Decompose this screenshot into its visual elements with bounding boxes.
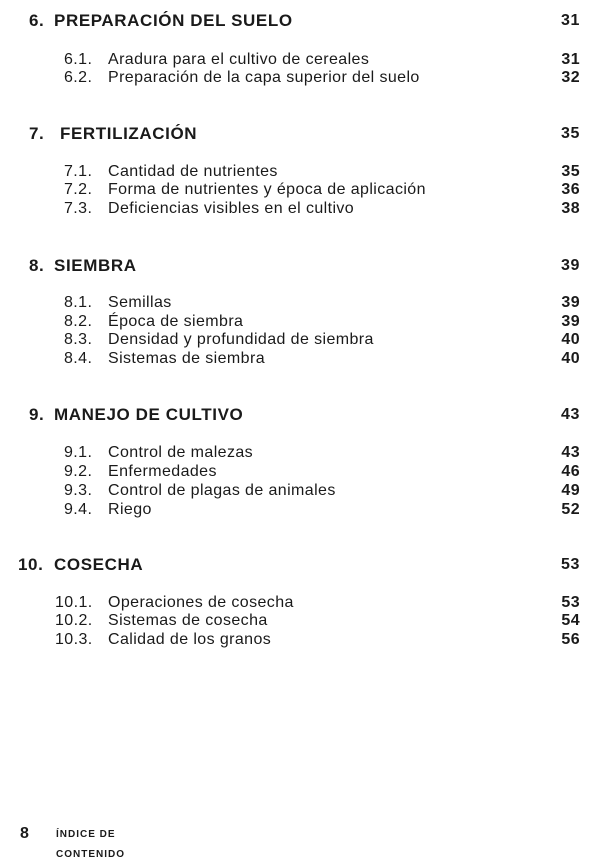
entry-page-number: 38 (561, 200, 580, 217)
entry-title: Época de siembra (108, 313, 244, 330)
entry-page-number: 43 (561, 444, 580, 461)
footer-label: ÍNDICE DE CONTENIDO (56, 829, 125, 860)
section-heading[interactable] (0, 554, 580, 576)
entry-number: 9.3. (64, 482, 93, 499)
entry-number: 10.3. (55, 631, 93, 648)
entry-page-number: 32 (561, 69, 580, 86)
section-number: 7. (29, 124, 45, 143)
entry-number: 9.1. (64, 444, 93, 461)
entry-page-number: 56 (561, 631, 580, 648)
entry-title: Deficiencias visibles en el cultivo (108, 200, 355, 217)
entry-number: 6.2. (64, 69, 93, 86)
section-page-number: 35 (561, 125, 580, 142)
entry-title: Calidad de los granos (108, 631, 272, 648)
entry-title: Semillas (108, 294, 172, 311)
entry-page-number: 46 (561, 463, 580, 480)
toc-entry[interactable] (0, 67, 580, 89)
entry-page-number: 52 (561, 501, 580, 518)
entry-title: Operaciones de cosecha (108, 594, 294, 611)
entry-number: 10.1. (55, 594, 93, 611)
section-number: 6. (29, 11, 45, 30)
entry-number: 7.3. (64, 200, 93, 217)
section-page-number: 53 (561, 556, 580, 573)
entry-page-number: 36 (561, 181, 580, 198)
entry-page-number: 40 (561, 350, 580, 367)
section-heading[interactable] (0, 123, 580, 145)
section-page-number: 43 (561, 406, 580, 423)
entry-title: Preparación de la capa superior del suelo (108, 69, 420, 86)
section-title: SIEMBRA (54, 256, 137, 275)
toc-entry[interactable] (0, 198, 580, 220)
entry-page-number: 53 (561, 594, 580, 611)
entry-title: Riego (108, 501, 152, 518)
entry-page-number: 54 (561, 612, 580, 629)
entry-number: 7.1. (64, 163, 93, 180)
entry-title: Sistemas de siembra (108, 350, 265, 367)
section-title: COSECHA (54, 555, 144, 574)
footer-page-number: 8 (20, 825, 29, 842)
section-page-number: 39 (561, 257, 580, 274)
entry-title: Cantidad de nutrientes (108, 163, 278, 180)
section-title: FERTILIZACIÓN (60, 124, 198, 143)
section-number: 10. (18, 555, 44, 574)
entry-number: 7.2. (64, 181, 93, 198)
entry-number: 10.2. (55, 612, 93, 629)
entry-title: Control de malezas (108, 444, 254, 461)
toc-entry[interactable] (0, 499, 580, 521)
entry-title: Aradura para el cultivo de cereales (108, 51, 370, 68)
entry-page-number: 40 (561, 331, 580, 348)
entry-page-number: 39 (561, 294, 580, 311)
entry-page-number: 49 (561, 482, 580, 499)
entry-title: Enfermedades (108, 463, 217, 480)
entry-title: Forma de nutrientes y época de aplicación (108, 181, 426, 198)
entry-number: 8.2. (64, 313, 93, 330)
section-heading[interactable] (0, 255, 580, 277)
entry-number: 8.4. (64, 350, 93, 367)
section-title: MANEJO DE CULTIVO (54, 405, 244, 424)
entry-number: 9.2. (64, 463, 93, 480)
entry-number: 6.1. (64, 51, 93, 68)
entry-title: Sistemas de cosecha (108, 612, 268, 629)
section-page-number: 31 (561, 12, 580, 29)
entry-number: 8.3. (64, 331, 93, 348)
entry-title: Control de plagas de animales (108, 482, 336, 499)
entry-number: 8.1. (64, 294, 93, 311)
entry-page-number: 39 (561, 313, 580, 330)
entry-page-number: 31 (561, 51, 580, 68)
section-number: 9. (29, 405, 45, 424)
toc-entry[interactable] (0, 348, 580, 370)
section-heading[interactable] (0, 404, 580, 426)
toc-entry[interactable] (0, 629, 580, 651)
section-number: 8. (29, 256, 45, 275)
entry-title: Densidad y profundidad de siembra (108, 331, 374, 348)
section-title: PREPARACIÓN DEL SUELO (54, 11, 293, 30)
entry-page-number: 35 (561, 163, 580, 180)
entry-number: 9.4. (64, 501, 93, 518)
section-heading[interactable] (0, 10, 580, 32)
